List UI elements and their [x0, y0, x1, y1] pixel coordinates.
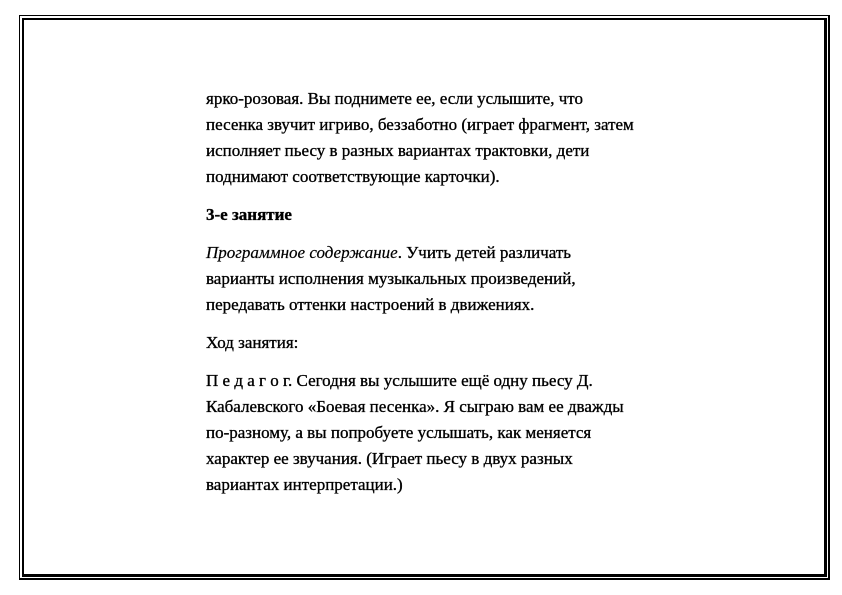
paragraph-1-line-1: ярко-розовая. Вы поднимете ее, если услышите, что [206, 89, 583, 108]
document-body [206, 86, 726, 510]
paragraph-1-line-4: поднимают соответствующие карточки). [206, 167, 500, 186]
paragraph-2-line-3: передавать оттенки настроений в движениях. [206, 295, 535, 314]
paragraph-4 [206, 368, 726, 498]
paragraph-1-line-2: песенка звучит игриво, беззаботно (играет фрагмент, затем [206, 115, 634, 134]
paragraph-1 [206, 86, 726, 190]
paragraph-4-line-1: П е д а г о г. Сегодня вы услышите ещё одну пьесу Д. [206, 371, 593, 390]
lesson-progress-label: Ход занятия: [206, 333, 299, 352]
program-content-label: Программное содержание [206, 243, 398, 262]
paragraph-4-line-2: Кабалевского «Боевая песенка». Я сыграю вам ее дважды [206, 397, 624, 416]
paragraph-2-line-2: варианты исполнения музыкальных произведений, [206, 269, 576, 288]
lesson-heading: 3-е занятие [206, 205, 292, 224]
paragraph-2-line-1-rest: . Учить детей различать [397, 243, 572, 262]
paragraph-1-line-3: исполняет пьесу в разных вариантах трактовки, дети [206, 141, 590, 160]
paragraph-2 [206, 240, 726, 318]
paragraph-4-line-5: вариантах интерпретации.) [206, 475, 403, 494]
paragraph-2-line-1 [206, 240, 726, 266]
paragraph-4-line-3: по-разному, а вы попробуете услышать, как меняется [206, 423, 592, 442]
paragraph-4-line-4: характер ее звучания. (Играет пьесу в двух разных [206, 449, 573, 468]
